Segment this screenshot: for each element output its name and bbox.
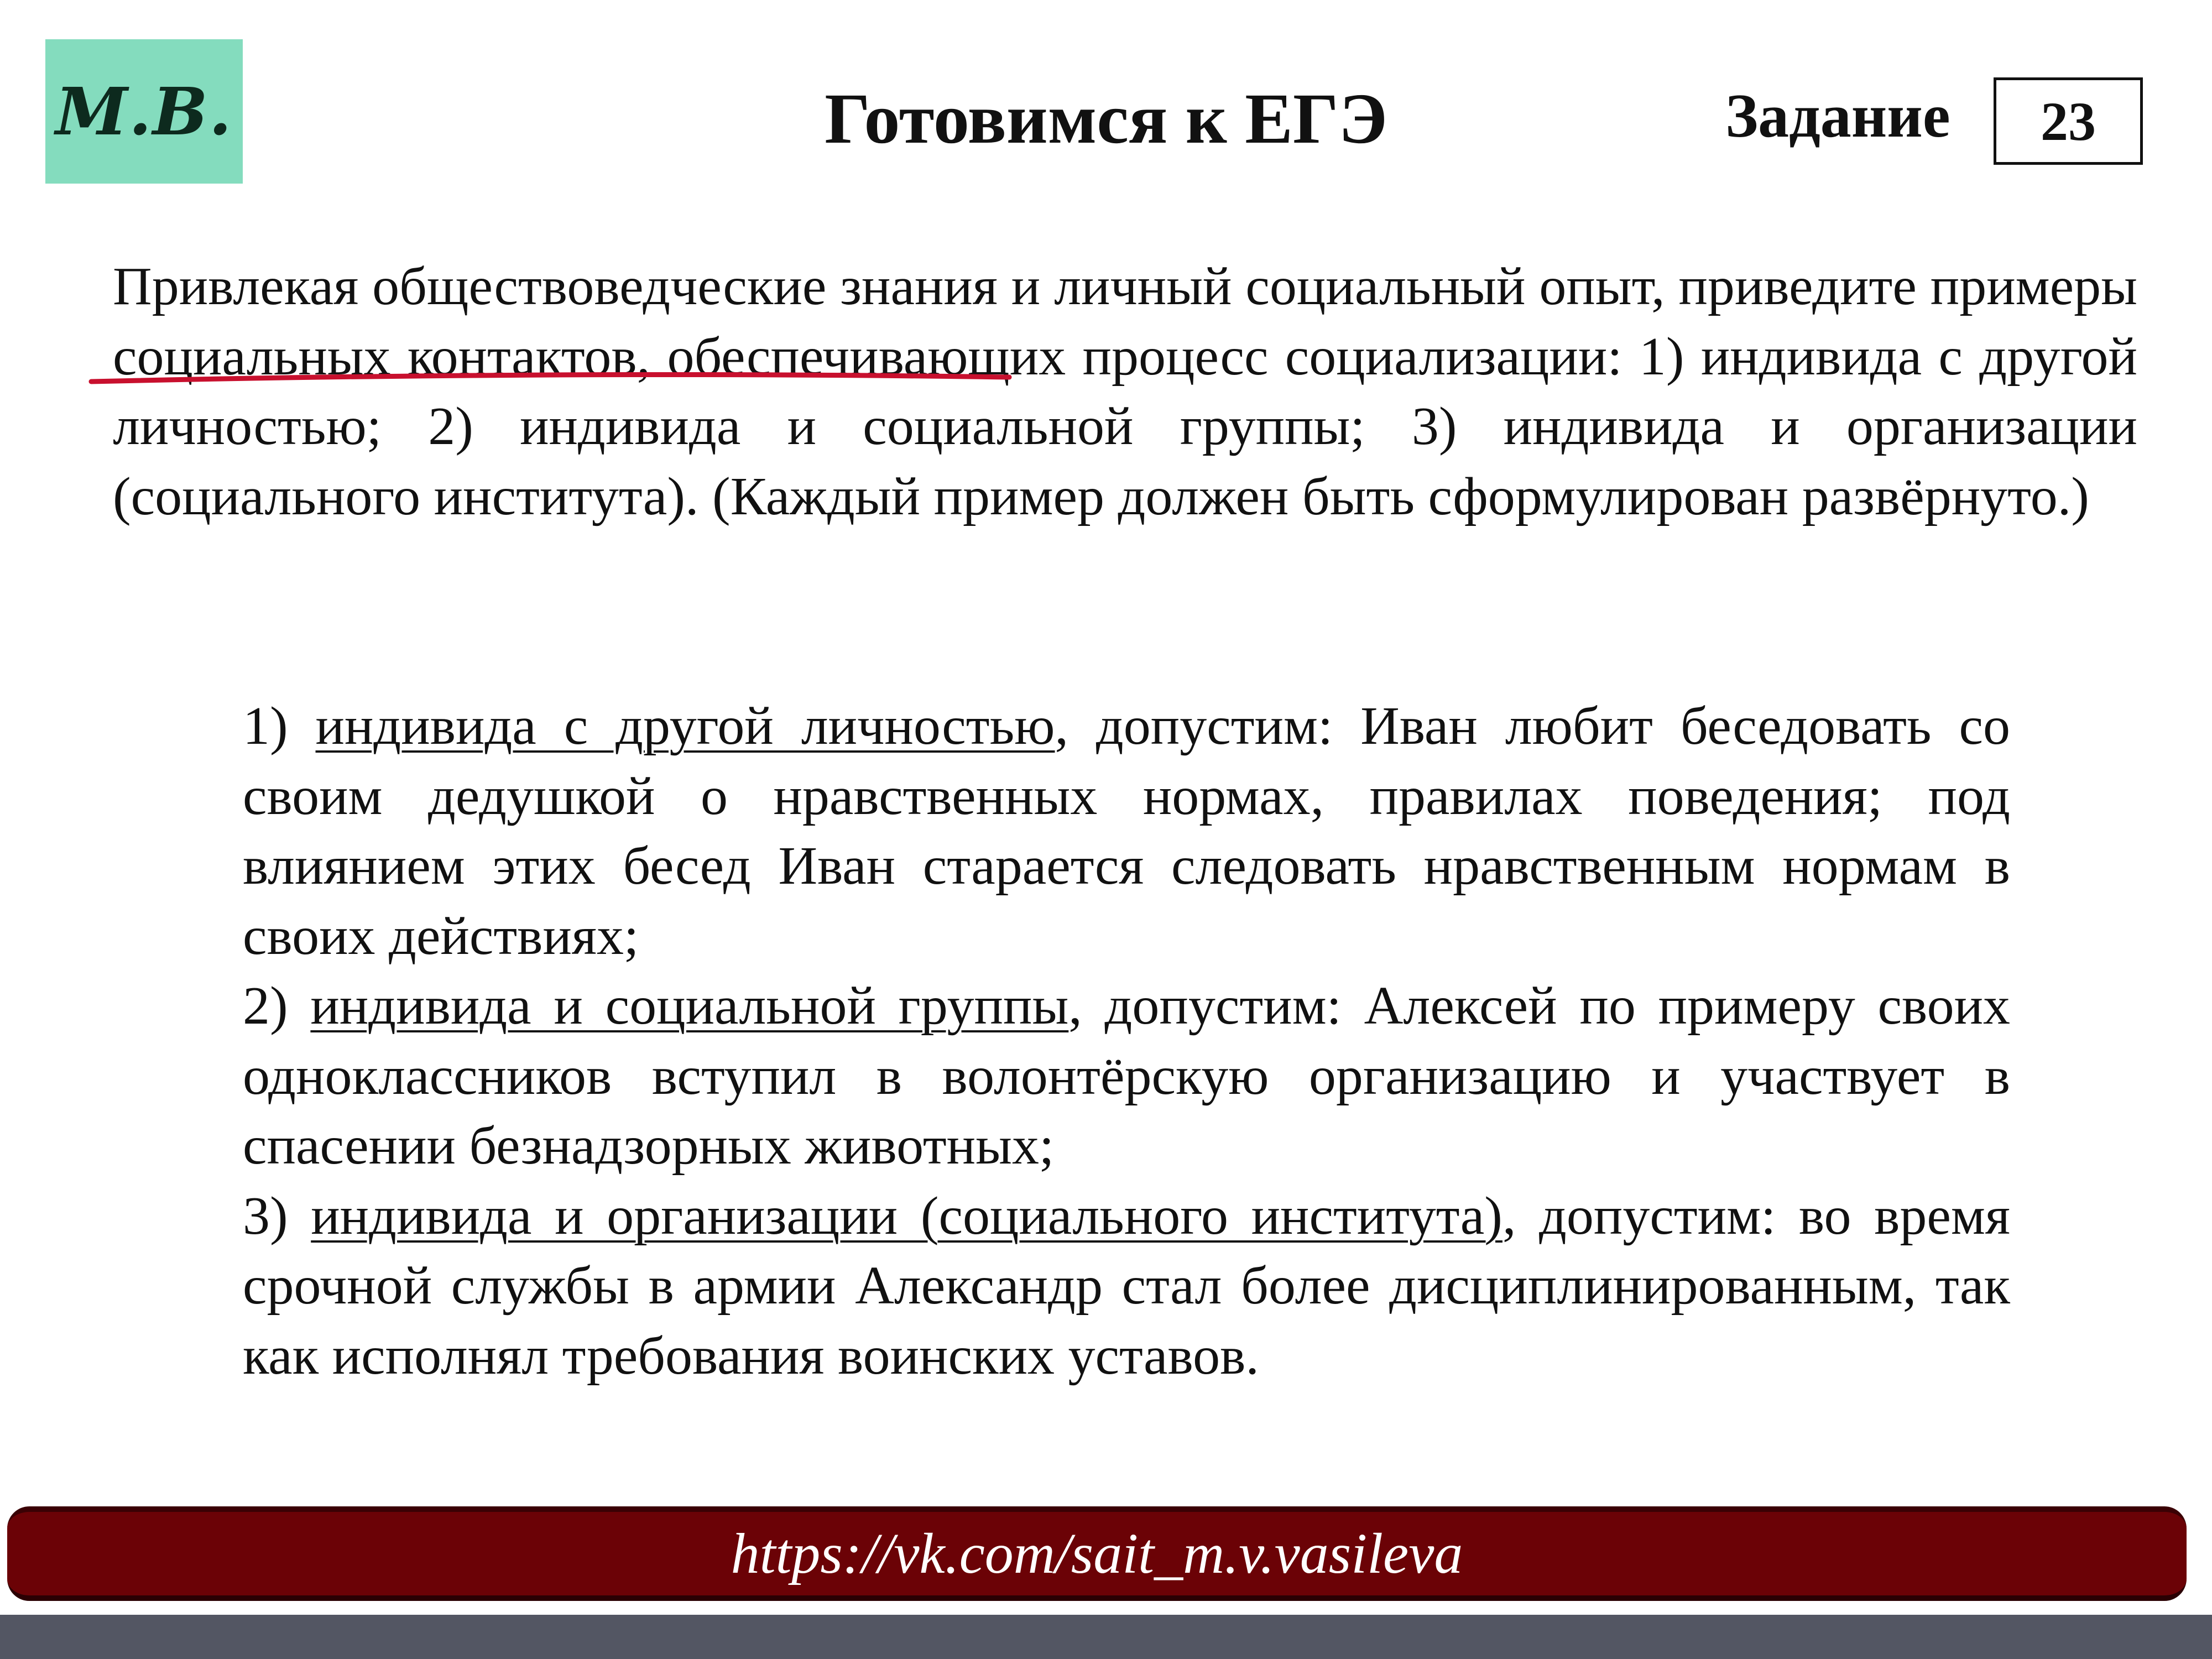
footer-bar — [7, 1506, 2187, 1601]
answer-number: 1) — [243, 696, 316, 756]
red-highlight-underline — [88, 365, 1029, 393]
answer-text: , допустим: Иван любит беседовать со своим дедушкой о нравственных нормах, правилах поведения; под влиянием этих бесед Иван старается следовать нравственным нормам в своих действиях; — [243, 696, 2010, 966]
logo-text: М.В. — [55, 73, 233, 150]
footer-url[interactable]: https://vk.com/sait_m.v.vasileva — [731, 1522, 1463, 1585]
logo — [45, 39, 243, 184]
bottom-band — [0, 1615, 2212, 1659]
task-label: Задание — [1725, 82, 1950, 150]
question-intro: Привлекая обществоведческие знания и личный социальный опыт, приведите — [113, 257, 1931, 316]
answer-text: , допустим: во время срочной службы в армии Александр стал более дисциплинированным, так как исполнял требования воинских уставов. — [243, 1186, 2010, 1386]
answer-text: , допустим: Алексей по примеру своих одноклассников вступил в волонтёрскую организацию и участвует в спасении безнадзорных животных; — [243, 976, 2011, 1176]
answer-item — [243, 971, 2010, 1181]
task-number-box — [1994, 77, 2143, 165]
answer-topic: индивида и организации (социального института) — [311, 1186, 1503, 1246]
answer-topic: индивида и социальной группы — [310, 976, 1069, 1036]
answer-topic: индивида с другой личностью — [315, 696, 1055, 756]
question-rest: обеспечивающих процесс социализации: 1) индивида с другой личностью; 2) индивида и социальной группы; 3) индивида и организации (социального института). (Каждый пример должен быть сформулирован развёрнуто.) — [113, 326, 2137, 526]
answer-item — [243, 691, 2010, 971]
answer-number: 3) — [243, 1186, 311, 1246]
question-highlight: примеры социальных контактов, — [113, 257, 2137, 387]
task-number: 23 — [2041, 90, 2096, 152]
answer-number: 2) — [243, 976, 311, 1036]
page-title: Готовимся к ЕГЭ — [825, 79, 1387, 159]
answer-item — [243, 1181, 2010, 1391]
answer-list — [243, 691, 2010, 1391]
